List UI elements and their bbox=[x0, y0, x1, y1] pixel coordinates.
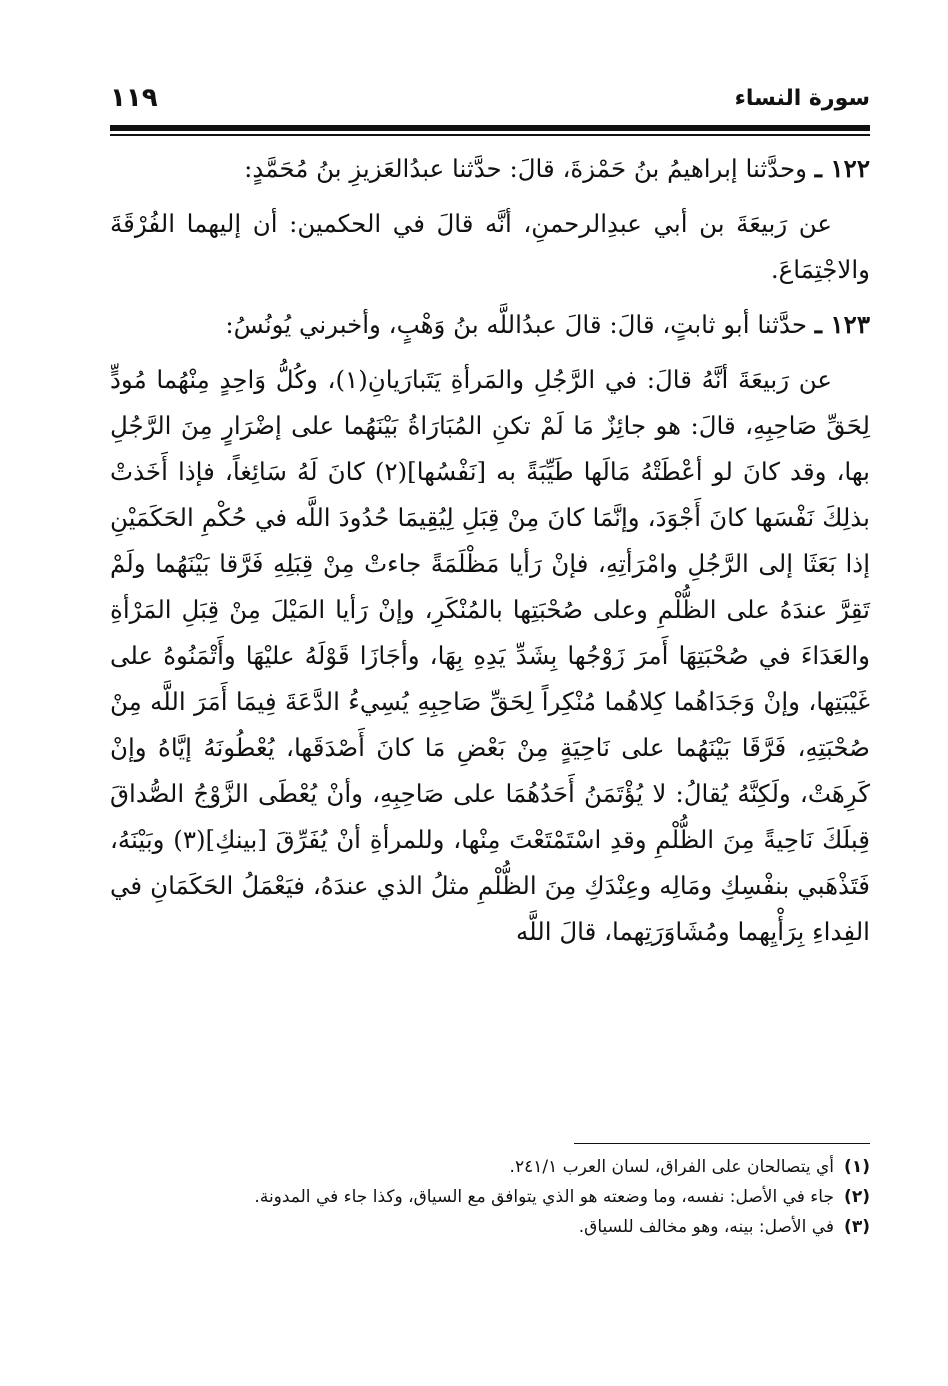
hadith-number: ١٢٣ ـ bbox=[814, 310, 870, 339]
paragraph-text: عن رَبيعَةَ بن أبي عبدِالرحمنِ، أنَّه قالَ في الحكمين: أن إليهما الفُرْقَةَ والاجْتِمَاعَ. bbox=[110, 209, 870, 284]
footnotes bbox=[110, 1152, 870, 1242]
footnote-number: (٢) bbox=[844, 1187, 870, 1207]
footnote-text: جاء في الأصل: نفسه، وما وضعته هو الذي يتوافق مع السياق، وكذا جاء في المدونة. bbox=[254, 1187, 834, 1207]
footnote-3 bbox=[110, 1212, 870, 1242]
footnote-separator bbox=[574, 1143, 870, 1144]
paragraph-text: حدَّثنا أبو ثابتٍ، قالَ: قالَ عبدُاللَّه بنُ وَهْبٍ، وأخبرني يُونُسُ: bbox=[225, 310, 807, 339]
surah-title: سورة النساء bbox=[734, 85, 870, 111]
footnote-text: أي يتصالحان على الفراق، لسان العرب ٢٤١/١. bbox=[509, 1157, 834, 1177]
main-text bbox=[110, 146, 870, 964]
footnote-2 bbox=[110, 1182, 870, 1212]
paragraph-text: عن رَبيعَةَ أنَّهُ قالَ: في الرَّجُلِ والمَرأةِ يَتَبارَيانِ(١)، وكُلُّ وَاحِدٍ مِنْهُما مُودٍّ لِحَقِّ صَاحِبِهِ، قالَ: هو جائِزٌ مَا لَمْ تكنِ المُبَارَاةُ بَيْنَهُما على إضْرَارٍ مِنَ الرَّجُلِ بها، وقد كانَ لو أعْطَتْهُ مَالَها طَيِّبَةً به [نَفْسُها](٢) كانَ لَهُ سَائِغاً، فإذا أَخَذتْ بذلِكَ نَفْسَها كانَ أَجْوَدَ، وإنَّمَا كانَ مِنْ قِبَلِ لِيُقِيمَا حُدُودَ اللَّه في حُكْمِ الحَكَمَيْنِ إذا بَعَثَا إلى الرَّجُلِ وامْرَأتِهِ، فإنْ رَأيا مَظْلَمَةً جاءتْ مِنْ قِبَلِهِ فَرَّقا بَيْنَهُما ولَمْ تَقِرَّ عندَهُ على الظُّلْمِ وعلى صُحْبَتِها بالمُنْكَرِ، وإنْ رَأيا المَيْلَ مِنْ قِبَلِ المَرْأةِ والعَدَاءَ في صُحْبَتِهَا أَمرَ زَوْجُها بِشَدِّ يَدِهِ بِهَا، وأجَازَا قَوْلَهُ عليْهَا وأَتْمَنُوهُ على غَيْبَتِها، وإنْ وَجَدَاهُما كِلاهُما مُنْكِراً لِحَقِّ صَاحِبِهِ يُسِيءُ الدَّعَةَ فِيمَا أَمَرَ اللَّه مِنْ صُحْبَتِهِ، فَرَّقَا بَيْنَهُما على نَاحِيَةٍ مِنْ بَعْضِ مَا كانَ أَصْدَقَها، يُعْطُونَهُ إيَّاهُ وإنْ كَرِهَتْ، ولَكِنَّهُ يُقالُ: لا يُؤْتَمَنُ أَحَدُهُمَا على صَاحِبِهِ، وأنْ يُعْطَى الزَّوْجُ الصُّداقَ قِبلَكَ نَاحِيةً مِنَ الظُّلْمِ وقدِ اسْتَمْتَعْتَ مِنْها، وللمرأةِ أنْ يُفَرِّقَ [بينكِ](٣) وبَيْنَهُ، فَتَذْهَبي بنفْسِكِ ومَالِه وعِنْدَكِ مِنَ الظُّلْمِ مثلُ الذي عندَهُ، فيَعْمَلُ الحَكَمَانِ في الفِداءِ بِرَأْيِهما ومُشَاوَرَتِهما، قالَ اللَّه bbox=[110, 365, 870, 946]
header-rule-thin bbox=[110, 134, 870, 136]
paragraph-122-matn bbox=[110, 201, 870, 293]
page-number: ١١٩ bbox=[110, 83, 158, 113]
paragraph-text: وحدَّثنا إبراهيمُ بنُ حَمْزةَ، قالَ: حدَّثنا عبدُالعَزيزِ بنُ مُحَمَّدٍ: bbox=[244, 154, 807, 183]
paragraph-123-matn bbox=[110, 357, 870, 955]
footnote-number: (٣) bbox=[844, 1217, 870, 1237]
header-rule-thick bbox=[110, 125, 870, 131]
paragraph-122-isnad bbox=[110, 146, 870, 192]
paragraph-123-isnad bbox=[110, 302, 870, 348]
footnote-number: (١) bbox=[844, 1157, 870, 1177]
footnote-text: في الأصل: بينه، وهو مخالف للسياق. bbox=[578, 1217, 834, 1237]
footnote-1 bbox=[110, 1152, 870, 1182]
page-header bbox=[110, 78, 870, 118]
hadith-number: ١٢٢ ـ bbox=[814, 154, 870, 183]
